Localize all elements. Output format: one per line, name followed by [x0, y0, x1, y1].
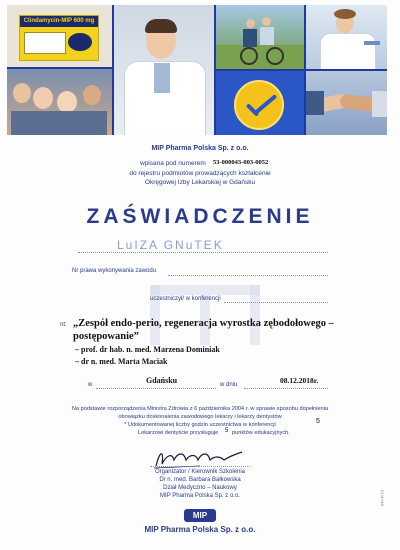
cyclist-body — [243, 29, 257, 47]
product-box-brand: Clindamycin-MIP 600 mg — [20, 16, 98, 27]
license-label: Nr prawa wykonywania zawodu — [72, 268, 157, 274]
product-box-emblem — [68, 33, 92, 51]
legal-line-4: Lekarzowi dentyście przysługuje — [138, 430, 219, 436]
speaker-1: – prof. dr hab. n. med. Marzena Dominiak — [75, 345, 220, 354]
footer-company: MIP Pharma Polska Sp. z o.o. — [144, 525, 256, 534]
handshake-photo — [306, 71, 387, 135]
legal-line-2: obowiązku doskonalenia zawodowego lekarzy i lekarzy dentystów — [118, 414, 282, 420]
points-inline: 5 — [225, 428, 229, 434]
points-marginal: 5 — [316, 418, 320, 425]
side-code: CI.M.016 — [380, 490, 385, 507]
topic-line-1: „Zespół endo-perio, regeneracja wyrostka zębodołowego – — [73, 318, 334, 329]
legal-line-1: Na podstawie rozporządzenia Ministra Zdrowia z 6 października 2004 r. w sprawie sposobu dopełnienia — [71, 406, 329, 412]
registry-description-2: Okręgowej Izby Lekarskiej w Gdańsku — [144, 179, 256, 186]
topic-line-2: postępowanie” — [73, 331, 139, 342]
product-box-label — [24, 32, 66, 54]
family-group-photo — [7, 69, 112, 135]
watermark-bar — [150, 285, 260, 295]
signatory-role: Organizator / Kierownik Szkolenia — [154, 469, 246, 475]
researcher-coat — [320, 33, 376, 69]
place-prefix: w — [88, 382, 93, 388]
legal-line-4-suffix: punktów edukacyjnych. — [232, 430, 290, 436]
clock-checkmark-graphic — [216, 71, 304, 135]
certificate-title: ZAŚWIADCZENIE — [86, 205, 314, 228]
date-line — [244, 388, 328, 389]
header-photo-collage — [7, 5, 387, 135]
person-head — [83, 85, 101, 105]
clock-icon — [234, 80, 284, 130]
sleeve-right — [372, 91, 387, 117]
cyclists-photo — [216, 5, 304, 69]
speaker-2: – dr n. med. Marta Maciak — [75, 357, 168, 366]
doctor-hair — [145, 19, 177, 33]
signature-line — [150, 466, 250, 467]
registry-number: 53-000043-003-0052 — [213, 159, 269, 166]
doctor-photo — [114, 5, 214, 135]
place-line — [96, 388, 216, 389]
watermark-bar — [250, 285, 260, 345]
sleeve-left — [306, 91, 324, 115]
checkmark-long — [255, 94, 277, 114]
participated-line — [224, 302, 328, 303]
person-head — [13, 83, 31, 103]
participated-label: uczestniczył/ w konferencji — [150, 296, 221, 302]
legal-line-3: * Udokumentowanej liczby godzin uczestnictwa w konferencji — [124, 422, 276, 428]
registry-description-1: do rejestru podmiotów prowadzących kształcenie — [129, 170, 271, 177]
date-prefix: w dniu — [220, 382, 238, 388]
doctor-shirt — [154, 63, 170, 93]
date-value: 08.12.2018r. — [280, 376, 319, 385]
lab-equipment — [364, 41, 380, 45]
recipient-name: LuIZA GNuTEK — [117, 238, 224, 252]
mip-logo: MIP — [184, 509, 216, 522]
person-head — [57, 91, 77, 113]
people-bodies — [11, 111, 107, 135]
signatory-name: Dr n. med. Barbara Bałkowska — [159, 477, 241, 483]
cyclist-head — [262, 17, 271, 26]
topic-prefix: nt: — [60, 322, 67, 328]
cyclist-body — [260, 27, 274, 45]
recipient-name-line — [78, 252, 328, 253]
bike-wheel — [266, 47, 284, 65]
bike-wheel — [240, 47, 258, 65]
grass — [216, 45, 304, 69]
product-box-photo — [7, 5, 112, 67]
cyclist-head — [246, 19, 255, 28]
signatory-company: MIP Pharma Polska Sp. z o.o. — [160, 493, 240, 499]
person-head — [33, 87, 53, 109]
registry-label: wpisana pod numerem — [140, 160, 206, 167]
researcher-hair — [334, 9, 356, 19]
issuer-company: MIP Pharma Polska Sp. z o.o. — [151, 145, 249, 152]
place-value: Gdańsku — [146, 376, 178, 385]
license-line — [168, 275, 328, 276]
watermark-bar — [150, 285, 160, 345]
product-box — [19, 15, 99, 61]
signatory-department: Dział Medyczno – Naukowy — [163, 485, 237, 491]
lab-researcher-photo — [306, 5, 387, 69]
